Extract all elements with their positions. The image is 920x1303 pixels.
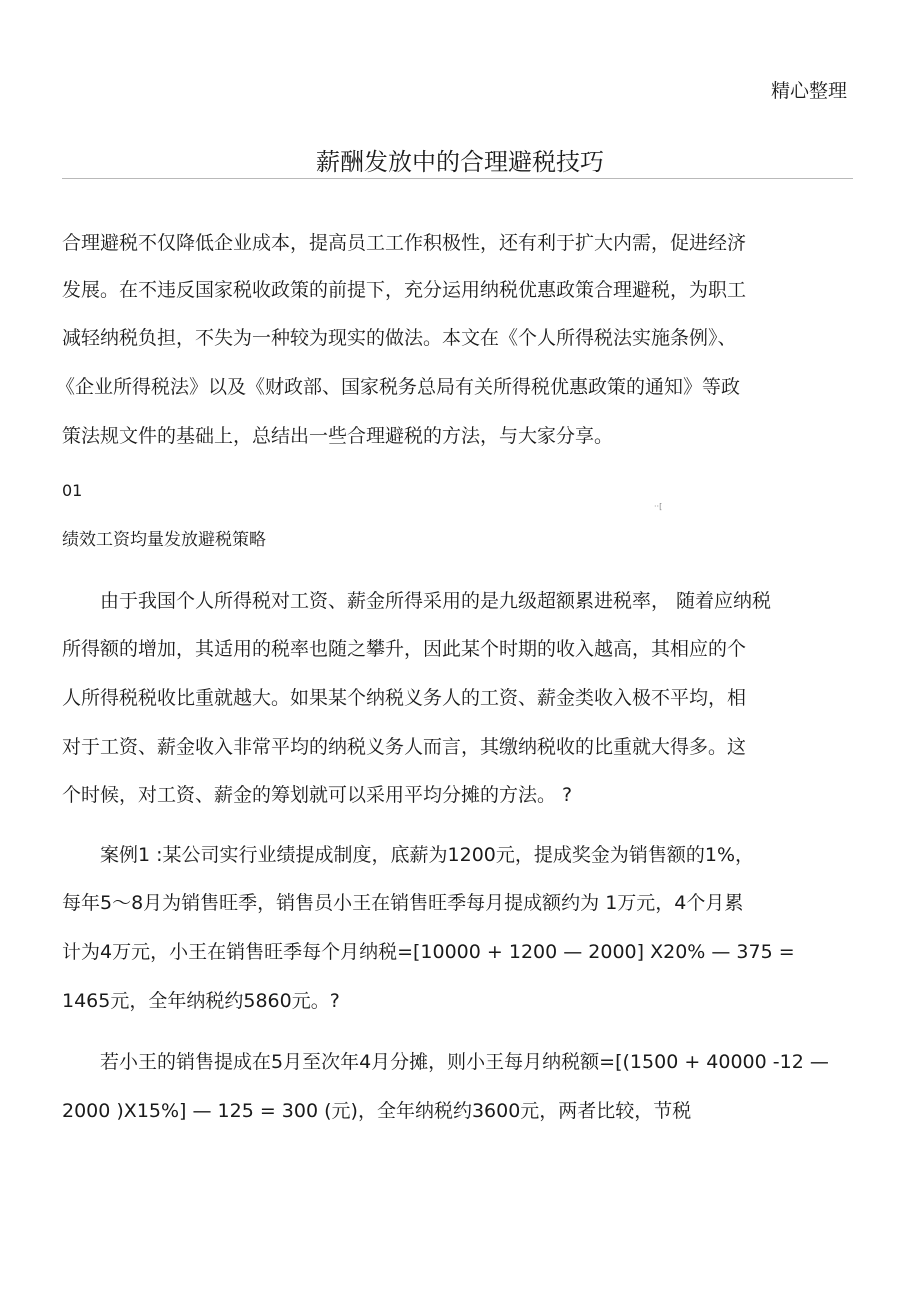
text-line: 案例1 :某公司实行业绩提成制度，底薪为1200元，提成奖金为销售额的1%，	[100, 844, 755, 866]
text-line: 计为4万元，小王在销售旺季每个月纳税=[10000 + 1200 — 2000] X20% — 375 =	[62, 941, 795, 963]
text-line: 合理避税不仅降低企业成本，提高员工工作积极性，还有利于扩大内需，促进经济	[62, 232, 747, 254]
section-heading: 绩效工资均量发放避税策略	[62, 530, 266, 550]
text-line: 所得额的增加，其适用的税率也随之攀升，因此某个时期的收入越高，其相应的个	[62, 638, 747, 660]
title-divider	[62, 178, 853, 179]
text-line: 2000 )X15%] — 125 = 300 (元)，全年纳税约3600元，两者比较，节税	[62, 1100, 692, 1122]
document-title: 薪酬发放中的合理避税技巧	[316, 148, 604, 176]
text-line: 对于工资、薪金收入非常平均的纳税义务人而言，其缴纳税收的比重就大得多。这	[62, 736, 747, 758]
text-line: 1465元，全年纳税约5860元。?	[62, 990, 340, 1012]
text-line: 人所得税税收比重就越大。如果某个纳税义务人的工资、薪金类收入极不平均，相	[62, 687, 747, 709]
text-line: 发展。在不违反国家税收政策的前提下，充分运用纳税优惠政策合理避税，为职工	[62, 279, 747, 301]
text-line: 若小王的销售提成在5月至次年4月分摊，则小王每月纳税额=[(1500 + 40000 -12 —	[100, 1051, 829, 1073]
section-number: 01	[62, 481, 83, 500]
header-label: 精心整理	[770, 80, 847, 102]
text-line: 策法规文件的基础上，总结出一些合理避税的方法，与大家分享。	[62, 425, 614, 447]
text-line: 减轻纳税负担，不失为一种较为现实的做法。本文在《个人所得税法实施条例》、	[62, 327, 737, 349]
scan-artifact: ··[	[654, 502, 663, 511]
text-line: 《企业所得税法》以及《财政部、国家税务总局有关所得税优惠政策的通知》等政	[56, 376, 741, 398]
text-line: 个时候，对工资、薪金的筹划就可以采用平均分摊的方法。 ?	[62, 784, 573, 806]
text-line: 每年5〜8月为销售旺季，销售员小王在销售旺季每月提成额约为 1万元，4个月累	[62, 892, 744, 914]
text-line: 由于我国个人所得税对工资、薪金所得采用的是九级超额累进税率， 随着应纳税	[100, 590, 772, 612]
